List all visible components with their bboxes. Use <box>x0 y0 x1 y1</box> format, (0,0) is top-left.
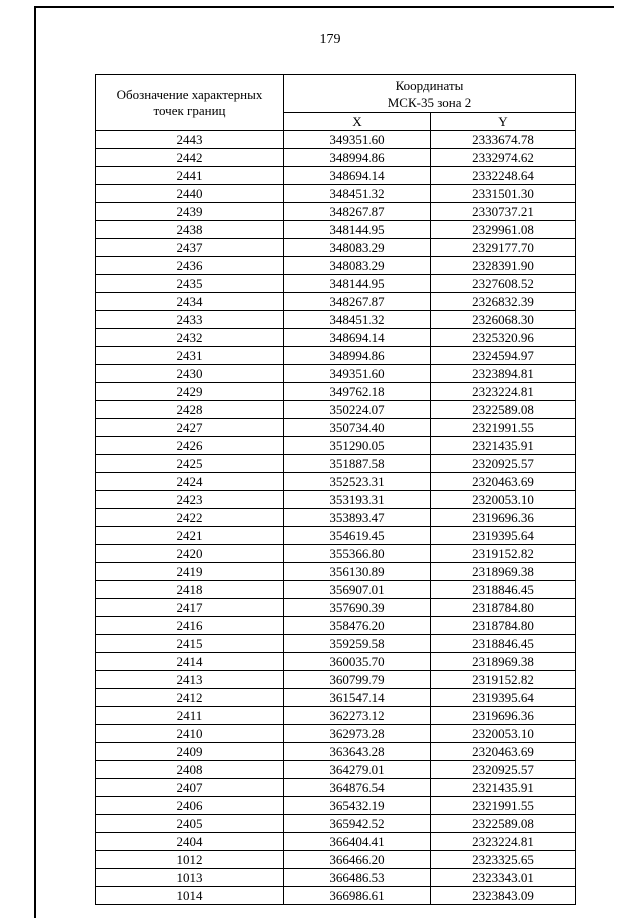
point-number-cell: 2406 <box>96 797 284 815</box>
table-row <box>96 635 576 653</box>
table-row <box>96 149 576 167</box>
y-coordinate-cell: 2323894.81 <box>431 365 576 383</box>
table-row <box>96 671 576 689</box>
table-row <box>96 347 576 365</box>
x-coordinate-cell: 361547.14 <box>284 689 431 707</box>
table-row <box>96 383 576 401</box>
point-number-cell: 2412 <box>96 689 284 707</box>
point-number-cell: 2405 <box>96 815 284 833</box>
point-number-cell: 2430 <box>96 365 284 383</box>
point-number-cell: 2407 <box>96 779 284 797</box>
page-number: 179 <box>319 32 341 47</box>
x-coordinate-cell: 349351.60 <box>284 131 431 149</box>
table-row <box>96 851 576 869</box>
point-number-cell: 2428 <box>96 401 284 419</box>
y-coordinate-cell: 2330737.21 <box>431 203 576 221</box>
table-header <box>96 75 576 131</box>
point-number-cell: 2429 <box>96 383 284 401</box>
point-number-cell: 2435 <box>96 275 284 293</box>
point-number-cell: 2440 <box>96 185 284 203</box>
y-coordinate-cell: 2322589.08 <box>431 401 576 419</box>
table-row <box>96 707 576 725</box>
table-row <box>96 869 576 887</box>
x-coordinate-cell: 348994.86 <box>284 149 431 167</box>
y-coordinate-cell: 2318846.45 <box>431 635 576 653</box>
x-coordinate-cell: 357690.39 <box>284 599 431 617</box>
y-coordinate-cell: 2321991.55 <box>431 419 576 437</box>
y-coordinate-cell: 2320053.10 <box>431 725 576 743</box>
table-row <box>96 257 576 275</box>
x-coordinate-cell: 360799.79 <box>284 671 431 689</box>
x-coordinate-cell: 351290.05 <box>284 437 431 455</box>
x-coordinate-cell: 353893.47 <box>284 509 431 527</box>
table-row <box>96 239 576 257</box>
point-number-cell: 2422 <box>96 509 284 527</box>
point-number-cell: 2423 <box>96 491 284 509</box>
point-number-cell: 2426 <box>96 437 284 455</box>
table-row <box>96 455 576 473</box>
coordinates-table <box>95 74 576 905</box>
table-row <box>96 491 576 509</box>
designation-header-line1: Обозначение характерных <box>116 86 263 102</box>
point-number-cell: 2437 <box>96 239 284 257</box>
y-coordinate-cell: 2320053.10 <box>431 491 576 509</box>
table-row <box>96 221 576 239</box>
table-row <box>96 887 576 905</box>
x-coordinate-cell: 366466.20 <box>284 851 431 869</box>
point-number-cell: 2434 <box>96 293 284 311</box>
table-row <box>96 473 576 491</box>
x-coordinate-cell: 352523.31 <box>284 473 431 491</box>
coordinates-subtitle: МСК-35 зона 2 <box>387 94 472 110</box>
table-row <box>96 545 576 563</box>
y-coordinate-cell: 2323325.65 <box>431 851 576 869</box>
table-row <box>96 401 576 419</box>
y-coordinate-cell: 2319152.82 <box>431 671 576 689</box>
x-coordinate-cell: 348994.86 <box>284 347 431 365</box>
x-coordinate-cell: 348144.95 <box>284 221 431 239</box>
x-coordinate-cell: 356130.89 <box>284 563 431 581</box>
table-row <box>96 689 576 707</box>
y-coordinate-cell: 2327608.52 <box>431 275 576 293</box>
point-number-cell: 2408 <box>96 761 284 779</box>
x-coordinate-cell: 359259.58 <box>284 635 431 653</box>
y-coordinate-cell: 2320463.69 <box>431 473 576 491</box>
y-coordinate-cell: 2318969.38 <box>431 563 576 581</box>
x-coordinate-cell: 348267.87 <box>284 293 431 311</box>
point-number-cell: 2410 <box>96 725 284 743</box>
point-number-cell: 2419 <box>96 563 284 581</box>
x-coordinate-cell: 349762.18 <box>284 383 431 401</box>
point-number-cell: 2441 <box>96 167 284 185</box>
y-coordinate-cell: 2318784.80 <box>431 599 576 617</box>
point-number-cell: 2443 <box>96 131 284 149</box>
x-coordinate-cell: 356907.01 <box>284 581 431 599</box>
point-number-cell: 2421 <box>96 527 284 545</box>
y-coordinate-cell: 2333674.78 <box>431 131 576 149</box>
x-coordinate-cell: 353193.31 <box>284 491 431 509</box>
x-coordinate-cell: 360035.70 <box>284 653 431 671</box>
x-coordinate-cell: 363643.28 <box>284 743 431 761</box>
table-row <box>96 293 576 311</box>
point-number-cell: 2427 <box>96 419 284 437</box>
table-row <box>96 617 576 635</box>
y-coordinate-cell: 2326832.39 <box>431 293 576 311</box>
table-row <box>96 761 576 779</box>
x-coordinate-cell: 348083.29 <box>284 239 431 257</box>
y-coordinate-cell: 2321435.91 <box>431 779 576 797</box>
point-number-cell: 2418 <box>96 581 284 599</box>
x-coordinate-cell: 348083.29 <box>284 257 431 275</box>
table-row <box>96 833 576 851</box>
x-coordinate-cell: 351887.58 <box>284 455 431 473</box>
y-coordinate-cell: 2328391.90 <box>431 257 576 275</box>
y-coordinate-cell: 2325320.96 <box>431 329 576 347</box>
point-number-cell: 2436 <box>96 257 284 275</box>
y-coordinate-cell: 2319696.36 <box>431 509 576 527</box>
x-coordinate-cell: 354619.45 <box>284 527 431 545</box>
y-coordinate-cell: 2318846.45 <box>431 581 576 599</box>
x-coordinate-cell: 366404.41 <box>284 833 431 851</box>
table-row <box>96 167 576 185</box>
x-coordinate-cell: 348694.14 <box>284 329 431 347</box>
point-number-cell: 2442 <box>96 149 284 167</box>
coordinates-title: Координаты <box>395 77 464 93</box>
table-row <box>96 599 576 617</box>
y-coordinate-cell: 2331501.30 <box>431 185 576 203</box>
x-coordinate-cell: 358476.20 <box>284 617 431 635</box>
x-column-header: X <box>284 113 431 131</box>
x-coordinate-cell: 365432.19 <box>284 797 431 815</box>
table-row <box>96 329 576 347</box>
y-column-header: Y <box>431 113 576 131</box>
x-coordinate-cell: 355366.80 <box>284 545 431 563</box>
table-row <box>96 527 576 545</box>
table-row <box>96 131 576 149</box>
y-coordinate-cell: 2329961.08 <box>431 221 576 239</box>
point-number-cell: 2433 <box>96 311 284 329</box>
y-coordinate-cell: 2320925.57 <box>431 761 576 779</box>
x-coordinate-cell: 350224.07 <box>284 401 431 419</box>
point-number-cell: 1012 <box>96 851 284 869</box>
y-coordinate-cell: 2321435.91 <box>431 437 576 455</box>
table-row <box>96 653 576 671</box>
y-coordinate-cell: 2319696.36 <box>431 707 576 725</box>
y-coordinate-cell: 2323224.81 <box>431 833 576 851</box>
x-coordinate-cell: 365942.52 <box>284 815 431 833</box>
x-coordinate-cell: 349351.60 <box>284 365 431 383</box>
point-number-cell: 2416 <box>96 617 284 635</box>
point-number-cell: 2432 <box>96 329 284 347</box>
table-row <box>96 581 576 599</box>
page-border-left <box>34 6 36 918</box>
y-coordinate-cell: 2319395.64 <box>431 527 576 545</box>
table-row <box>96 419 576 437</box>
table-row <box>96 725 576 743</box>
y-coordinate-cell: 2318784.80 <box>431 617 576 635</box>
table-row <box>96 203 576 221</box>
x-coordinate-cell: 362273.12 <box>284 707 431 725</box>
x-coordinate-cell: 348694.14 <box>284 167 431 185</box>
y-coordinate-cell: 2332974.62 <box>431 149 576 167</box>
designation-header-line2: точек границ <box>153 102 226 118</box>
x-coordinate-cell: 348144.95 <box>284 275 431 293</box>
x-coordinate-cell: 348451.32 <box>284 311 431 329</box>
table-row <box>96 311 576 329</box>
table-row <box>96 797 576 815</box>
y-coordinate-cell: 2318969.38 <box>431 653 576 671</box>
point-number-cell: 2425 <box>96 455 284 473</box>
y-coordinate-cell: 2324594.97 <box>431 347 576 365</box>
point-number-cell: 2439 <box>96 203 284 221</box>
y-coordinate-cell: 2319152.82 <box>431 545 576 563</box>
y-coordinate-cell: 2322589.08 <box>431 815 576 833</box>
y-coordinate-cell: 2321991.55 <box>431 797 576 815</box>
x-coordinate-cell: 366986.61 <box>284 887 431 905</box>
x-coordinate-cell: 366486.53 <box>284 869 431 887</box>
point-number-cell: 1014 <box>96 887 284 905</box>
table-row <box>96 275 576 293</box>
point-number-cell: 2420 <box>96 545 284 563</box>
y-coordinate-cell: 2320463.69 <box>431 743 576 761</box>
point-number-cell: 2417 <box>96 599 284 617</box>
table-row <box>96 365 576 383</box>
y-coordinate-cell: 2323343.01 <box>431 869 576 887</box>
coordinates-header <box>284 75 576 113</box>
table-row <box>96 815 576 833</box>
point-number-cell: 2424 <box>96 473 284 491</box>
table-row <box>96 563 576 581</box>
designation-header <box>96 75 284 131</box>
y-coordinate-cell: 2319395.64 <box>431 689 576 707</box>
x-coordinate-cell: 348451.32 <box>284 185 431 203</box>
x-coordinate-cell: 364876.54 <box>284 779 431 797</box>
point-number-cell: 2438 <box>96 221 284 239</box>
point-number-cell: 2413 <box>96 671 284 689</box>
point-number-cell: 2431 <box>96 347 284 365</box>
table-row <box>96 779 576 797</box>
point-number-cell: 2411 <box>96 707 284 725</box>
point-number-cell: 1013 <box>96 869 284 887</box>
point-number-cell: 2414 <box>96 653 284 671</box>
table-row <box>96 743 576 761</box>
x-coordinate-cell: 362973.28 <box>284 725 431 743</box>
page-border-top <box>34 6 614 8</box>
y-coordinate-cell: 2323224.81 <box>431 383 576 401</box>
table-body <box>96 131 576 905</box>
y-coordinate-cell: 2320925.57 <box>431 455 576 473</box>
point-number-cell: 2404 <box>96 833 284 851</box>
x-coordinate-cell: 350734.40 <box>284 419 431 437</box>
y-coordinate-cell: 2323843.09 <box>431 887 576 905</box>
table-row <box>96 437 576 455</box>
y-coordinate-cell: 2326068.30 <box>431 311 576 329</box>
table-row <box>96 509 576 527</box>
y-coordinate-cell: 2329177.70 <box>431 239 576 257</box>
x-coordinate-cell: 364279.01 <box>284 761 431 779</box>
point-number-cell: 2415 <box>96 635 284 653</box>
table-row <box>96 185 576 203</box>
y-coordinate-cell: 2332248.64 <box>431 167 576 185</box>
x-coordinate-cell: 348267.87 <box>284 203 431 221</box>
point-number-cell: 2409 <box>96 743 284 761</box>
